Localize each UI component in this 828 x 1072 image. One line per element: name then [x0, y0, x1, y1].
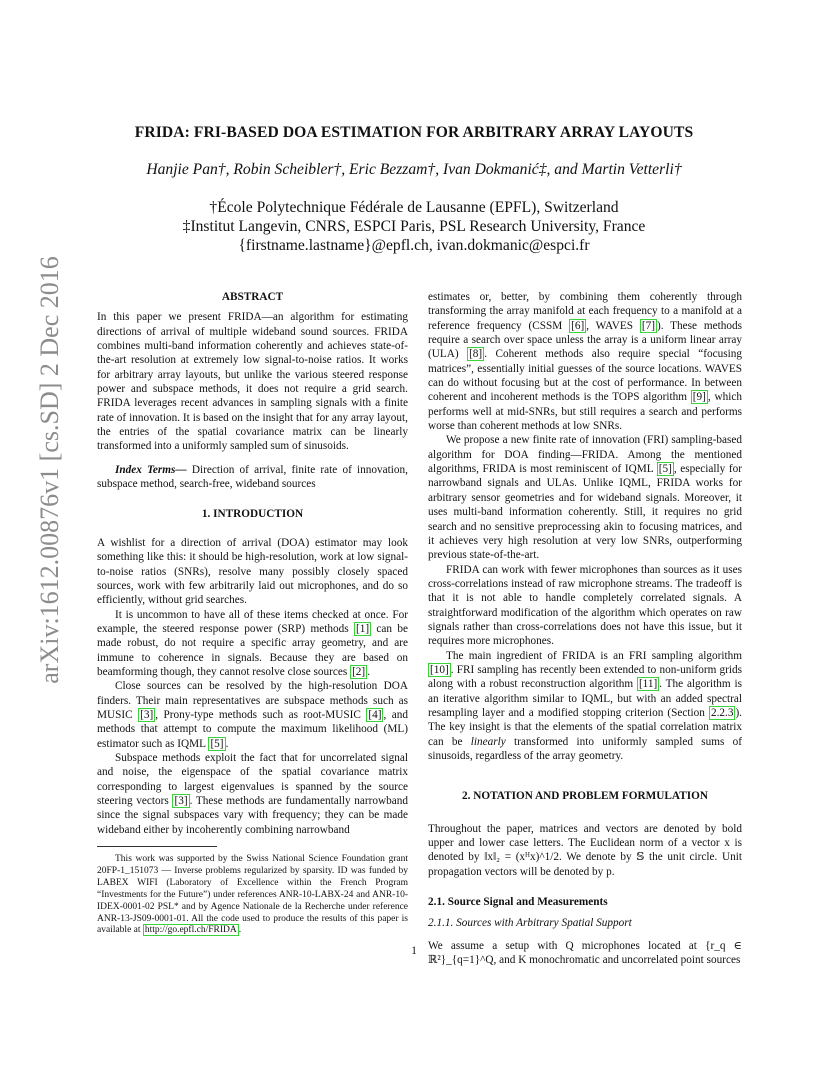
footnote-end: . — [238, 925, 242, 936]
subsubsection-heading: 2.1.1. Sources with Arbitrary Spatial Support — [428, 917, 632, 930]
index-terms-label: Index Terms— — [115, 463, 187, 476]
left-column — [97, 290, 408, 937]
intro-p2-text-a: It is uncommon to have all of these items checked at once. For example, the steered response power (SRP) methods — [97, 608, 408, 635]
right-paragraph-3: FRIDA can work with fewer microphones than sources as it uses cross-correlations instead of raw microphone streams. The tradeoff is that it is not able to handle completely correlated signals. A straightforward modification of the algorithm which operates on raw signals rather than cross-correlations does not have this issue, but it requires more microphones. — [428, 563, 742, 648]
right-p1-text-a: estimates or, better, by combining them coherently through transforming the array manifold at each frequency to a manifold at a reference frequency (CSSM — [428, 291, 742, 332]
arxiv-sidebar — [30, 256, 70, 684]
page-number: 1 — [411, 945, 417, 957]
index-terms-text: Direction of arrival, finite rate of innovation, subspace method, search-free, wideband sources — [97, 463, 408, 491]
right-p4-text-a: The main ingredient of FRIDA is an FRI sampling algorithm — [446, 649, 742, 662]
footnote — [97, 854, 408, 937]
intro-paragraph-4 — [97, 751, 408, 837]
notation-heading: 2. NOTATION AND PROBLEM FORMULATION — [462, 790, 708, 803]
citation-link[interactable]: [7] — [641, 319, 655, 332]
citation-link[interactable]: [10] — [430, 663, 449, 676]
right-p4-text-c: . The algorithm is an iterative algorithm similar to IQML, but with an added spectral resampling layer and a modified stopping criterion (Section — [428, 678, 742, 719]
intro-p2-text-c: . — [367, 665, 370, 678]
intro-p4-text-b: . These methods are fundamentally narrowband since the signal subspaces vary with frequency; they can be made wideband either by incoherently combining narrowband — [97, 795, 408, 836]
intro-p3-text-d: . — [225, 737, 229, 750]
right-paragraph-4 — [428, 649, 742, 764]
paper-title: FRIDA: FRI-BASED DOA ESTIMATION FOR ARBITRARY ARRAY LAYOUTS — [134, 124, 694, 141]
citation-link[interactable]: [5] — [658, 463, 672, 476]
right-p2-text-b: , especially for narrowband signals and ULAs. Unlike IQML, FRIDA works for arbitrary sensor geometries and for wideband signals. Moreover, it uses multi-band information coherently. Still, it requires no grid search and no sensitive preprocessing akin to focusing matrices, and it achieves very high resolution at very low SNRs, outperforming previous state-of-the-art. — [428, 463, 742, 562]
citation-link[interactable]: [3] — [174, 795, 188, 807]
emphasis-linearly: linearly — [470, 735, 506, 748]
citation-link[interactable]: [3] — [140, 708, 154, 721]
intro-p4-text-a: Subspace methods exploit the fact that for uncorrelated signal and noise, the eigenspace of the spatial covariance matrix corresponding to largest eigenvalues is spanned by the source steering vectors — [97, 751, 408, 807]
citation-link[interactable]: [11] — [638, 678, 658, 691]
footnote-rule — [97, 846, 217, 847]
intro-p3-text-a: Close sources can be resolved by the high-resolution DOA finders. Their main representatives are subspace methods such as MUSIC — [97, 680, 408, 721]
intro-p3-text-b: , Prony-type methods such as root-MUSIC — [155, 708, 367, 721]
citation-link[interactable]: [8] — [469, 348, 483, 361]
code-link[interactable]: http://go.epfl.ch/FRIDA — [144, 925, 237, 936]
citation-link[interactable]: [2] — [352, 665, 366, 678]
intro-p3-text-c: , and methods that attempt to compute the maximum likelihood (ML) estimator such as IQML — [97, 708, 408, 750]
right-p4-text-d: ). The key insight is that the elements of the spatial correlation matrix can be — [428, 706, 742, 748]
intro-paragraph-1: A wishlist for a direction of arrival (DOA) estimator may look something like this: it should be high-resolution, work at low signal-to-noise ratios (SNRs), resolve many possibly closely spaced sources, work with few arbitrarily laid out microphones, and do so efficiently, without grid searches. — [97, 536, 408, 607]
right-p1-text-c: ). These methods require a search over space unless the array is a uniform linear array (ULA) — [428, 319, 742, 361]
notation-paragraph: Throughout the paper, matrices and vectors are denoted by bold upper and lower case letters. The Euclidean norm of a vector x is denoted by ‖x‖₂ = (xᴴx)^1/2. We denote by 𝕊 the unit circle. Unit propagation vectors will be denoted by p. — [428, 822, 742, 878]
intro-p2-text-b: can be made robust, do not require a specific array geometry, and are immune to coherence in signals. Because they are based on beamforming though, they cannot resolve close sources — [97, 622, 408, 678]
intro-heading: 1. INTRODUCTION — [201, 508, 304, 521]
citation-link[interactable]: [1] — [355, 622, 370, 635]
right-paragraph-2 — [428, 433, 742, 562]
intro-paragraph-2 — [97, 608, 408, 680]
affiliation-epfl: †École Polytechnique Fédérale de Lausanne (EPFL), Switzerland — [209, 199, 619, 216]
right-p2-text-a: We propose a new finite rate of innovation (FRI) sampling-based algorithm for DOA finding—FRIDA. Among the mentioned algorithms, FRIDA is most reminiscent of IQML — [428, 434, 742, 476]
index-terms — [97, 463, 408, 492]
right-p4-text-e: transformed into uniformly sampled sums of sinusoids, regardless of the array geometry. — [428, 735, 742, 762]
citation-link[interactable]: [6] — [571, 319, 585, 332]
right-p4-text-b: . FRI sampling has recently been extended to non-uniform grids along with a robust reconstruction algorithm — [428, 663, 742, 691]
citation-link[interactable]: [9] — [692, 391, 706, 404]
right-p1-text-e: , which performs well at mid-SNRs, but still requires a search and performs worse than coherent methods at low SNRs. — [428, 391, 742, 433]
right-column — [428, 290, 742, 967]
right-paragraph-1 — [428, 290, 742, 433]
subsection-heading: 2.1. Source Signal and Measurements — [428, 896, 608, 909]
citation-link[interactable]: [5] — [210, 737, 224, 750]
author-list: Hanjie Pan†, Robin Scheibler†, Eric Bezzam†, Ivan Dokmanić‡, and Martin Vetterli† — [146, 161, 682, 178]
right-p1-text-d: . Coherent methods also require special “focusing matrices”, essentially initial guesses of the source locations. WAVES can do without focusing but at the cost of performance. In between coherent and incoherent methods is the TOPS algorithm — [428, 348, 742, 404]
citation-link[interactable]: [4] — [368, 708, 382, 721]
abstract-text: In this paper we present FRIDA—an algorithm for estimating directions of arrival of multiple wideband sound sources. FRIDA combines multi-band information coherently and achieves state-of-the-art resolution at extremely low signal-to-noise ratios. It works for arbitrary array layouts, but unlike the various steered response power and subspace methods, it does not require a grid search. FRIDA leverages recent advances in sampling signals with a finite rate of innovation. It is based on the insight that for any array layout, the entries of the spatial covariance matrix can be linearly transformed into a uniformly sampled sum of sinusoids. — [97, 311, 408, 453]
affiliation-langevin: ‡Institut Langevin, CNRS, ESPCI Paris, PSL Research University, France — [182, 218, 646, 235]
author-emails: {firstname.lastname}@epfl.ch, ivan.dokmanic@espci.fr — [238, 237, 590, 254]
section-link[interactable]: 2.2.3 — [710, 706, 734, 719]
abstract-heading: ABSTRACT — [221, 291, 284, 303]
intro-paragraph-3 — [97, 679, 408, 751]
setup-paragraph: We assume a setup with Q microphones located at {r_q ∈ ℝ²}_{q=1}^Q, and K monochromatic and uncorrelated point sources — [428, 939, 742, 967]
arxiv-identifier: arXiv:1612.00876v1 [cs.SD] 2 Dec 2016 — [35, 256, 64, 684]
right-p1-text-b: , WAVES — [586, 319, 640, 332]
footnote-text: This work was supported by the Swiss National Science Foundation grant 20FP-1_151073 — Inverse problems regularized by sparsity. ID was funded by LABEX WIFI (Laboratory of Excellence within the French Program “Investments for the Future”) under references ANR-10-LABX-24 and ANR-10-IDEX-0001-02 PSL* and by Agence Nationale de la Recherche under reference ANR-13-JS09-0001-01. All the code used to produce the results of this paper is available at — [97, 854, 408, 936]
